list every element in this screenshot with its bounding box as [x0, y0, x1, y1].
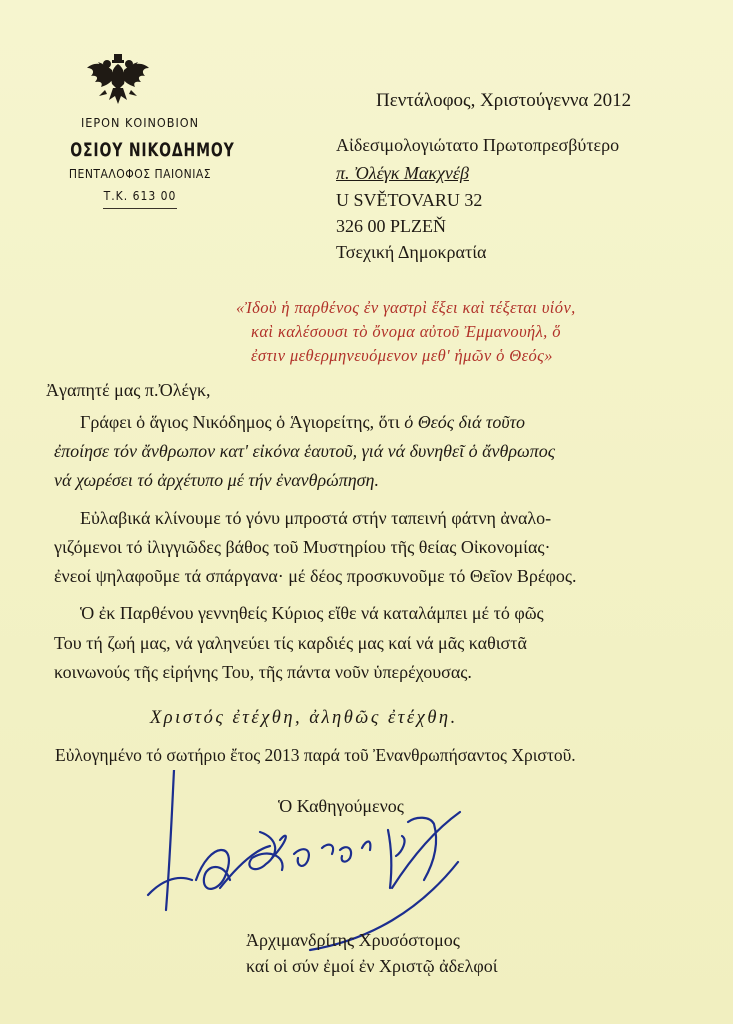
paragraph-3-line-1: Ὁ ἐκ Παρθένου γεννηθείς Κύριος εἴθε νά καταλάμπει μέ τό φῶς	[80, 603, 544, 623]
double-headed-eagle-emblem	[85, 52, 151, 110]
paragraph-1-line-1	[80, 412, 525, 433]
signer-name: Ἀρχιμανδρίτης Χρυσόστομος	[246, 930, 460, 950]
paragraph-3-line-3: κοινωνούς τῆς εἰρήνης Του, τῆς πάντα νοῦν ὑπερέχουσας.	[54, 662, 472, 682]
recipient-street: U SVĚTOVARU 32	[336, 190, 483, 210]
letterhead-line-1: ΙΕΡΟΝ ΚΟΙΝΟΒΙΟΝ	[80, 115, 200, 130]
signer-brotherhood: καί οἱ σύν ἐμοί ἐν Χριστῷ ἀδελφοί	[246, 956, 498, 976]
salutation: Ἀγαπητέ μας π.Ὀλέγκ,	[46, 380, 211, 400]
recipient-city: 326 00 PLZEŇ	[336, 216, 446, 236]
paragraph-3-line-2: Του τή ζωή μας, νά γαληνεύει τίς καρδιές μας καί νά μᾶς καθιστᾶ	[54, 633, 527, 653]
letterhead-divider	[103, 208, 177, 209]
new-year-blessing: Εὐλογημένο τό σωτήριο ἔτος 2013 παρά τοῦ Ἐνανθρωπήσαντος Χριστοῦ.	[55, 745, 576, 765]
letterhead-location: ΠΕΝΤΑΛΟΦΟΣ ΠΑΙΟΝΙΑΣ	[68, 167, 212, 181]
quote-line-2: καὶ καλέσουσι τὸ ὄνομα αὐτοῦ Ἐμμανουήλ, ὅ	[251, 322, 561, 341]
paragraph-2-line-1: Εὐλαβικά κλίνουμε τό γόνυ μπροστά στήν ταπεινή φάτνη ἀναλο-	[80, 508, 552, 528]
paragraph-1-line-1-plain: Γράφει ὁ ἅγιος Νικόδημος ὁ Ἁγιορείτης, ὅτι	[80, 412, 405, 432]
signoff-title: Ὁ Καθηγούμενος	[278, 796, 404, 816]
christmas-greeting: Χριστός ἐτέχθη, ἀληθῶς ἐτέχθη.	[150, 708, 458, 728]
letterhead-postal-code: Τ.Κ. 613 00	[103, 189, 177, 203]
paragraph-1-line-2: ἐποίησε τόν ἄνθρωπον κατ' εἰκόνα ἑαυτοῦ, γιά νά δυνηθεῖ ὁ ἄνθρωπος	[54, 441, 556, 461]
letter-date: Πεντάλοφος, Χριστούγεννα 2012	[376, 90, 632, 111]
paragraph-1-line-1-italic: ὁ Θεός διά τοῦτο	[404, 412, 526, 432]
quote-line-1: «Ἰδοὺ ἡ παρθένος ἐν γαστρὶ ἕξει καὶ τέξεται υἱόν,	[236, 298, 576, 317]
recipient-country: Τσεχική Δημοκρατία	[336, 242, 487, 262]
letterhead-monastery-name: ΟΣΙΟΥ ΝΙΚΟΔΗΜΟΥ	[70, 139, 235, 161]
paragraph-2-line-3: ἐνεοί ψηλαφοῦμε τά σπάργανα· μέ δέος προσκυνοῦμε τό Θεῖον Βρέφος.	[54, 566, 577, 586]
paragraph-1-line-3: νά χωρέσει τό ἀρχέτυπο μέ τήν ἐνανθρώπηση.	[54, 470, 379, 490]
quote-line-3: ἐστιν μεθερμηνευόμενον μεθ' ἡμῶν ὁ Θεός»	[251, 346, 553, 365]
paragraph-2-line-2: γιζόμενοι τό ἰλιγγιῶδες βάθος τοῦ Μυστηρίου τῆς θείας Οἰκονομίας·	[54, 537, 551, 557]
recipient-line-1: Αἰδεσιμολογιώτατο Πρωτοπρεσβύτερο	[336, 135, 620, 155]
recipient-name: π. Ὀλέγκ Μακχνέβ	[336, 163, 469, 183]
